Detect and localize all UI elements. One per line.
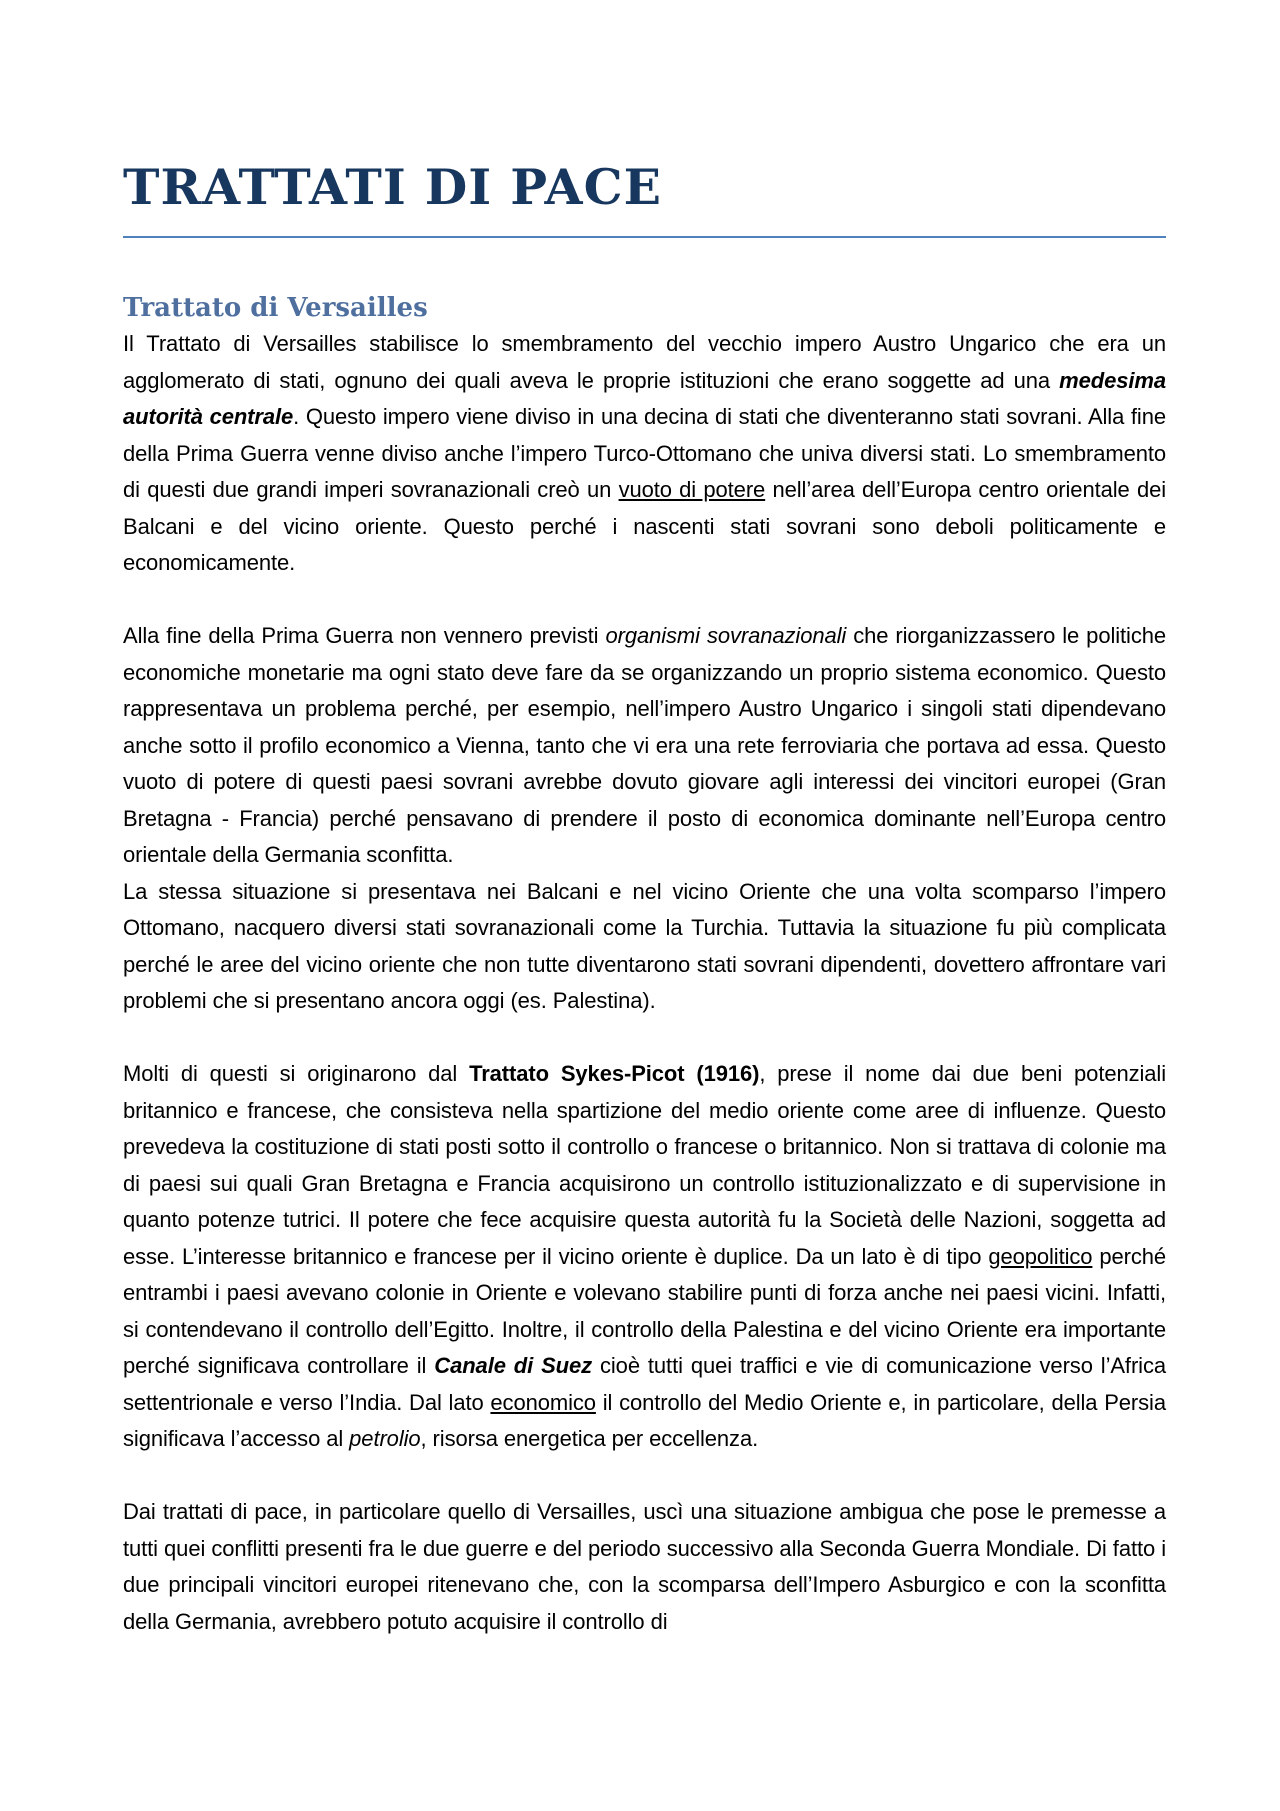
text-run: il controllo del Medio Oriente e, in particolare, della Persia significava l’accesso al — [123, 1389, 1166, 1451]
bold-text: Trattato Sykes-Picot (1916) — [469, 1061, 760, 1086]
text-run: perché entrambi i paesi avevano colonie in Oriente e volevano stabilire punti di forza anche nei paesi vicini. Infatti, si contendevano il controllo dell’Egitto. Inoltre, il controllo della Palestina e del vicino Oriente era importante perché significava controllare il — [123, 1243, 1166, 1378]
text-run: , risorsa energetica per eccellenza. — [420, 1426, 759, 1451]
section-heading: Trattato di Versailles — [123, 293, 428, 323]
paragraph-sykes-picot — [123, 1056, 1166, 1458]
underlined-text: geopolitico — [988, 1243, 1093, 1269]
underlined-text: vuoto di potere — [618, 477, 766, 502]
text-run: Il Trattato di Versailles stabilisce lo smembramento del vecchio impero Austro Ungarico che era un agglomerato di stati, ognuno dei quali aveva le proprie istituzioni che erano soggette ad una — [123, 331, 1166, 393]
text-run: cioè tutti quei traffici e vie di comunicazione verso l’Africa settentrionale e verso l’India. Dal lato — [123, 1353, 1166, 1415]
page-title: TRATTATI DI PACE — [123, 152, 1166, 238]
text-run: La stessa situazione si presentava nei Balcani e nel vicino Oriente che una volta scomparso l’impero Ottomano, nacquero diversi stati sovranazionali come la Turchia. Tuttavia la situazione fu più complicata perché le aree del vicino oriente che non tutte diventarono stati sovrani dipendenti, dovettero affrontare vari problemi che si presentano ancora oggi (es. Palestina). — [123, 878, 1166, 1013]
emphasis-text: Canale di Suez — [434, 1353, 593, 1378]
paragraph-balcani — [123, 874, 1166, 1020]
document-body — [123, 152, 1166, 1640]
text-run: Molti di questi si originarono dal — [123, 1061, 470, 1086]
paragraph-gap — [123, 582, 1166, 619]
paragraph-versailles — [123, 326, 1166, 582]
paragraph-gap — [123, 1020, 1166, 1057]
emphasis-text: medesima autorità centrale — [123, 367, 1166, 429]
italic-text: organismi sovranazionali — [605, 623, 847, 648]
underlined-text: economico — [490, 1389, 596, 1415]
paragraph-gap — [123, 1458, 1166, 1495]
paragraph-conclusione — [123, 1494, 1166, 1640]
italic-text: petrolio — [349, 1426, 421, 1451]
text-run: nell’area dell’Europa centro orientale dei Balcani e del vicino oriente. Questo perché i nascenti stati sovrani sono deboli politicamente e economicamente. — [123, 477, 1167, 575]
text-run: Alla fine della Prima Guerra non vennero previsti — [123, 623, 606, 648]
text-run: , prese il nome dai due beni potenziali britannico e francese, che consisteva nella spartizione del medio oriente come aree di influenze. Questo prevedeva la costituzione di stati posti sotto il controllo o francese o britannico. Non si trattava di colonie ma di paesi sui quali Gran Bretagna e Francia acquisirono un controllo istituzionalizzato e di supervisione in quanto potenze tutrici. Il potere che fece acquisire questa autorità fu la Società delle Nazioni, soggetta ad esse. L’interesse britannico e francese per il vicino oriente è duplice. Da un lato è di tipo — [123, 1061, 1167, 1269]
text-run: Dai trattati di pace, in particolare quello di Versailles, uscì una situazione ambigua che pose le premesse a tutti quei conflitti presenti fra le due guerre e del periodo successivo alla Seconda Guerra Mondiale. Di fatto i due principali vincitori europei ritenevano che, con la scomparsa dell’Impero Asburgico e con la sconfitta della Germania, avrebbero potuto acquisire il controllo di — [123, 1499, 1166, 1634]
text-run: che riorganizzassero le politiche economiche monetarie ma ogni stato deve fare da se organizzando un proprio sistema economico. Questo rappresentava un problema perché, per esempio, nell’impero Austro Ungarico i singoli stati dipendevano anche sotto il profilo economico a Vienna, tanto che vi era una rete ferroviaria che portava ad essa. Questo vuoto di potere di questi paesi sovrani avrebbe dovuto giovare agli interessi dei vincitori europei (Gran Bretagna - Francia) perché pensavano di prendere il posto di economica dominante nell’Europa centro orientale della Germania sconfitta. — [123, 623, 1166, 867]
text-run: . Questo impero viene diviso in una decina di stati che diventeranno stati sovrani. Alla fine della Prima Guerra venne diviso anche l’impero Turco-Ottomano che univa diversi stati. Lo smembramento di questi due grandi imperi sovranazionali creò un — [123, 404, 1166, 502]
paragraph-organismi — [123, 618, 1166, 874]
